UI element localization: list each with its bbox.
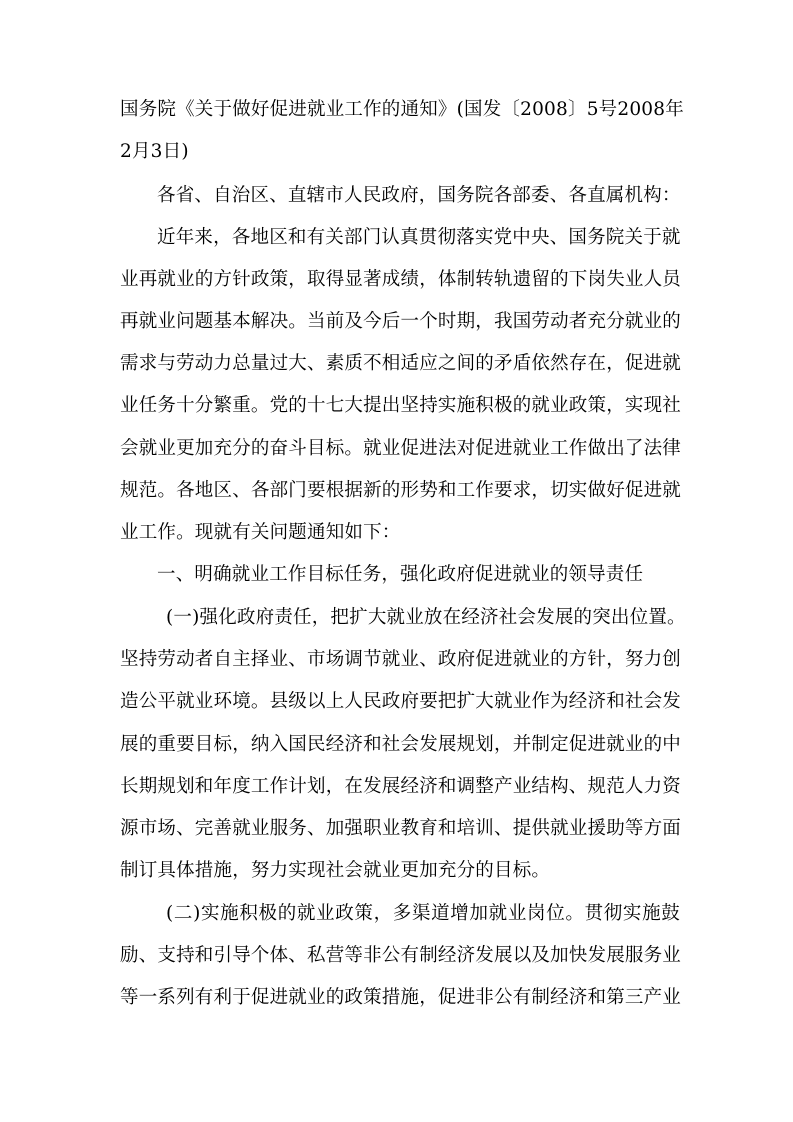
- text-line: 会就业更加充分的奋斗目标。就业促进法对促进就业工作做出了法律: [120, 438, 682, 459]
- text-line: 励、支持和引导个体、私营等非公有制经济发展以及加快发展服务业: [120, 945, 682, 966]
- text-line: 源市场、完善就业服务、加强职业教育和培训、提供就业援助等方面: [120, 818, 682, 839]
- text-line: 制订具体措施，努力实现社会就业更加充分的目标。: [120, 860, 551, 881]
- text-line: 长期规划和年度工作计划，在发展经济和调整产业结构、规范人力资: [120, 776, 682, 797]
- text-line: 坚持劳动者自主择业、市场调节就业、政府促进就业的方针，努力创: [120, 649, 682, 670]
- text-line: 造公平就业环境。县级以上人民政府要把扩大就业作为经济和社会发: [120, 691, 682, 712]
- text-line: 需求与劳动力总量过大、素质不相适应之间的矛盾依然存在，促进就: [120, 353, 682, 374]
- text-line: 国务院《关于做好促进就业工作的通知》(国发〔2008〕5号2008年: [120, 99, 684, 120]
- text-line: 业再就业的方针政策，取得显著成绩，体制转轨遗留的下岗失业人员: [120, 269, 682, 290]
- text-line: 等一系列有利于促进就业的政策措施，促进非公有制经济和第三产业: [120, 987, 682, 1008]
- text-line: 展的重要目标，纳入国民经济和社会发展规划，并制定促进就业的中: [120, 734, 682, 755]
- text-line: 业任务十分繁重。党的十七大提出坚持实施积极的就业政策，实现社: [120, 395, 682, 416]
- text-line: 业工作。现就有关问题通知如下：: [120, 522, 401, 543]
- text-line: 2月3日): [120, 141, 189, 162]
- text-line: 再就业问题基本解决。当前及今后一个时期，我国劳动者充分就业的: [120, 311, 682, 332]
- text-line: 规范。各地区、各部门要根据新的形势和工作要求，切实做好促进就: [120, 480, 682, 501]
- text-line: (一)强化政府责任，把扩大就业放在经济社会发展的突出位置。: [166, 607, 686, 628]
- text-line: 近年来，各地区和有关部门认真贯彻落实党中央、国务院关于就: [157, 227, 681, 248]
- text-line: 各省、自治区、直辖市人民政府，国务院各部委、各直属机构：: [157, 185, 681, 206]
- section-heading: 一、明确就业工作目标任务，强化政府促进就业的领导责任: [157, 564, 644, 585]
- text-line: (二)实施积极的就业政策，多渠道增加就业岗位。贯彻实施鼓: [166, 903, 680, 924]
